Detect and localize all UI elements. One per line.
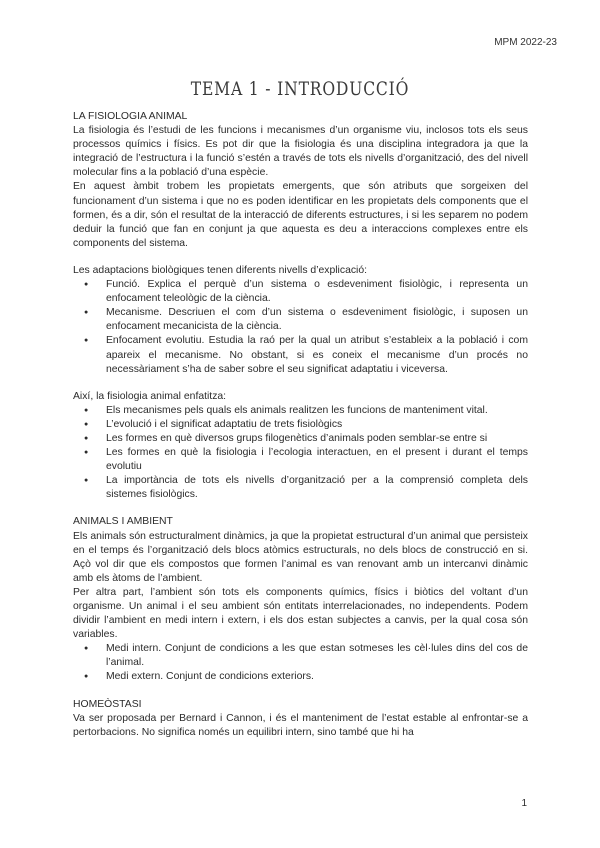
media-list: [73, 642, 528, 684]
paragraph: La fisiologia és l’estudi de les funcions i mecanismes d’un organisme viu, inclosos tots els seus processos químics i físics. Es pot dir que la fisiologia és una disciplina integradora ja que la integració de l’estructura i la funció s’estén a través de tots els nivells d’organització, des del nivell molecular fins a la població d’una espècie.: [73, 125, 528, 179]
paragraph: Per altra part, l’ambient són tots els components químics, físics i biòtics del voltant d’un organisme. Un animal i el seu ambient són entitats interrelacionades, no independents. Podem dividir l’ambient en medi intern i extern, i els dos estan subjectes a canvis, per la qual cosa són variables.: [73, 586, 528, 641]
list-item: ● Medi extern. Conjunt de condicions exteriors.: [106, 670, 528, 684]
section-heading-homeostasi: HOMEÒSTASI: [73, 698, 142, 710]
paragraph: En aquest àmbit trobem les propietats emergents, que són atributs que sorgeixen del funcionament d’un sistema i que no es poden identificar en les propietats dels components que el formen, és a dir, són el resultat de la interacció de diferents estructures, i si les separem no podem deduir la funció que fan en conjunt ja que aquesta es deu a interaccions complexes entre els components del sistema.: [73, 181, 528, 249]
list-item: ● Mecanisme. Descriuen el com d’un sistema o esdeveniment fisiològic, i suposen un enfocament mecanicista de la ciència.: [106, 306, 528, 334]
emphasis-list: [73, 404, 528, 503]
list-item: ● Els mecanismes pels quals els animals realitzen les funcions de manteniment vital.: [106, 404, 528, 418]
section-heading-fisiologia: LA FISIOLOGIA ANIMAL: [73, 111, 188, 122]
list-item: ● Les formes en què la fisiologia i l’ecologia interactuen, en el present i durant el temps evolutiu: [106, 446, 528, 474]
paragraph: Va ser proposada per Bernard i Cannon, i és el manteniment de l’estat estable al enfrontar-se a pertorbacions. No significa només un equilibri intern, sino també que hi ha: [73, 712, 528, 738]
list-item: ● Funció. Explica el perquè d’un sistema o esdeveniment fisiològic, i representa un enfocament teleològic de la ciència.: [106, 278, 528, 306]
list-item: ● Les formes en què diversos grups filogenètics d’animals poden semblar-se entre si: [106, 432, 528, 446]
list-item: ● Medi intern. Conjunt de condicions a les que estan sotmeses les cèl·lules dins del cos de l’animal.: [106, 642, 528, 670]
document-body: [73, 110, 528, 740]
list-item: ● La importància de tots els nivells d’organització per a la comprensió completa dels sistemes fisiològics.: [106, 474, 528, 502]
page-title: TEMA 1 - INTRODUCCIÓ: [190, 78, 410, 100]
paragraph: Els animals són estructuralment dinàmics, ja que la propietat estructural d’un animal que persisteix en el temps és l’organització dels blocs atòmics estructurals, no dels blocs de construcció en si. Açò vol dir que els compostos que formen l’animal es van renovant amb un intercanvi dinàmic amb els àtoms de l’ambient.: [73, 530, 528, 584]
paragraph: Així, la fisiologia animal enfatitza:: [73, 390, 227, 402]
paragraph: Les adaptacions biològiques tenen diferents nivells d’explicació:: [73, 264, 368, 276]
adaptations-list: [73, 278, 528, 377]
section-heading-ambient: ANIMALS I AMBIENT: [73, 516, 173, 528]
list-item: ● Enfocament evolutiu. Estudia la raó per la qual un atribut s’estableix a la població i com apareix el mecanisme. No obstant, si es coneix el mecanisme d’un procés no necessàriament s’ha de saber sobre el seu significat adaptatiu i viceversa.: [106, 334, 528, 376]
course-tag: MPM 2022-23: [494, 37, 557, 48]
list-item: ● L’evolució i el significat adaptatiu de trets fisiològics: [106, 418, 528, 432]
page-number: 1: [521, 798, 527, 809]
